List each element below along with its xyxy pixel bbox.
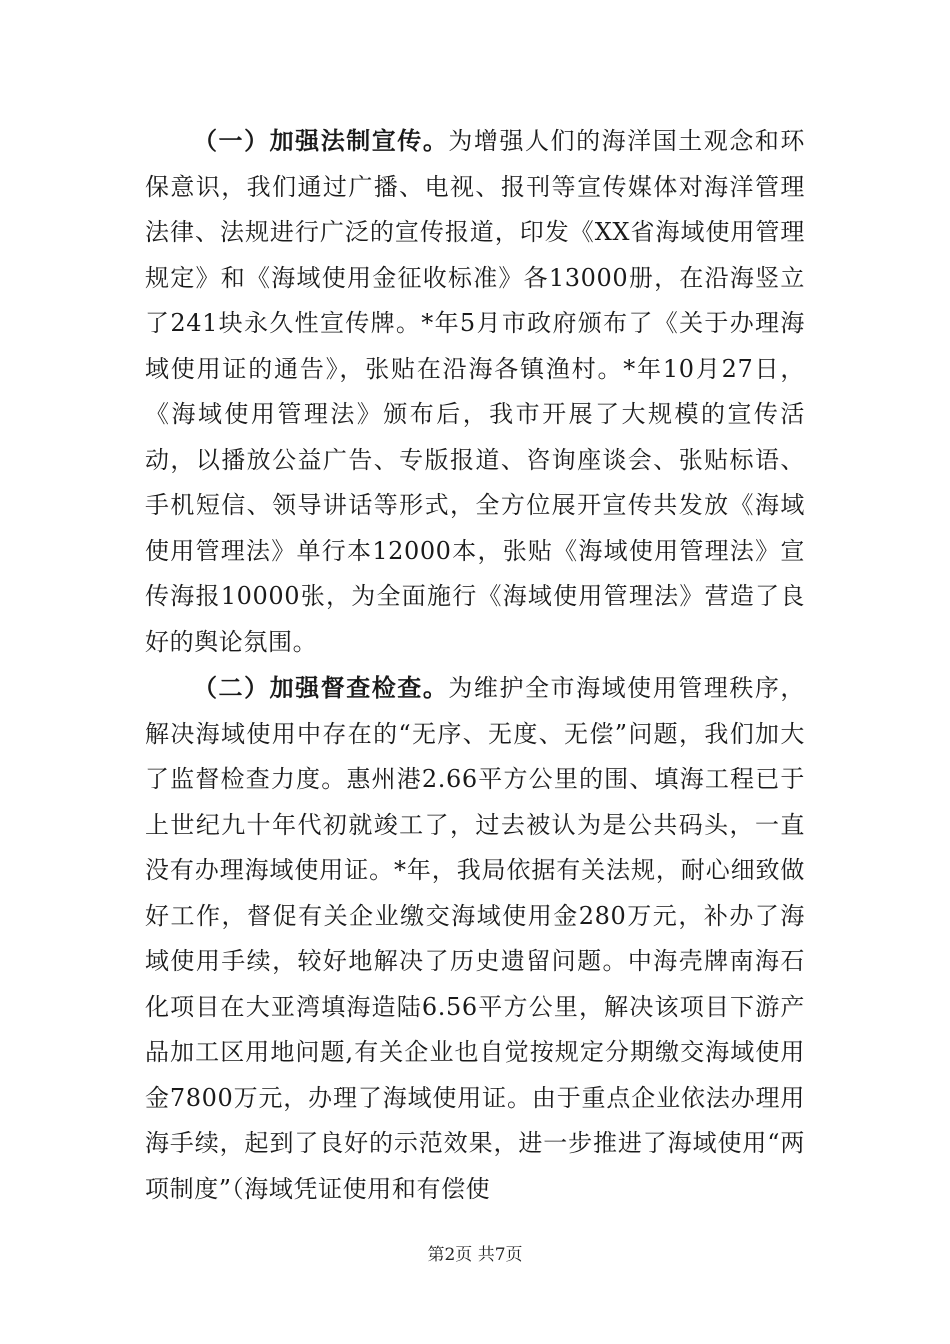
page-number: 第2页 共7页 [427,1245,523,1265]
document-body [145,118,805,1212]
paragraph-2-text: 为维护全市海域使用管理秩序，解决海域使用中存在的“无序、无度、无偿”问题，我们加大了监督检查力度。惠州港2.66平方公里的围、填海工程已于上世纪九十年代初就竣工了，过去被认为是公共码头，一直没有办理海域使用证。*年，我局依据有关法规，耐心细致做好工作，督促有关企业缴交海域使用金280万元，补办了海域使用手续，较好地解决了历史遗留问题。中海壳牌南海石化项目在大亚湾填海造陆6.56平方公里，解决该项目下游产品加工区用地问题,有关企业也自觉按规定分期缴交海域使用金7800万元，办理了海域使用证。由于重点企业依法办理用海手续，起到了良好的示范效果，进一步推进了海域使用“两项制度”（海域凭证使用和有偿使 [145,674,805,1203]
paragraph-1 [145,118,805,665]
paragraph-1-text: 为增强人们的海洋国土观念和环保意识，我们通过广播、电视、报刊等宣传媒体对海洋管理法律、法规进行广泛的宣传报道，印发《XX省海域使用管理规定》和《海域使用金征收标准》各13000册，在沿海竖立了241块永久性宣传牌。*年5月市政府颁布了《关于办理海域使用证的通告》，张贴在沿海各镇渔村。*年10月27日，《海域使用管理法》颁布后，我市开展了大规模的宣传活动，以播放公益广告、专版报道、咨询座谈会、张贴标语、手机短信、领导讲话等形式，全方位展开宣传共发放《海域使用管理法》单行本12000本，张贴《海域使用管理法》宣传海报10000张，为全面施行《海域使用管理法》营造了良好的舆论氛围。 [145,127,805,656]
paragraph-2 [145,665,805,1212]
paragraph-1-heading: （一）加强法制宣传。 [193,126,449,155]
paragraph-2-heading: （二）加强督查检查。 [193,673,449,702]
page-footer [0,1240,950,1265]
